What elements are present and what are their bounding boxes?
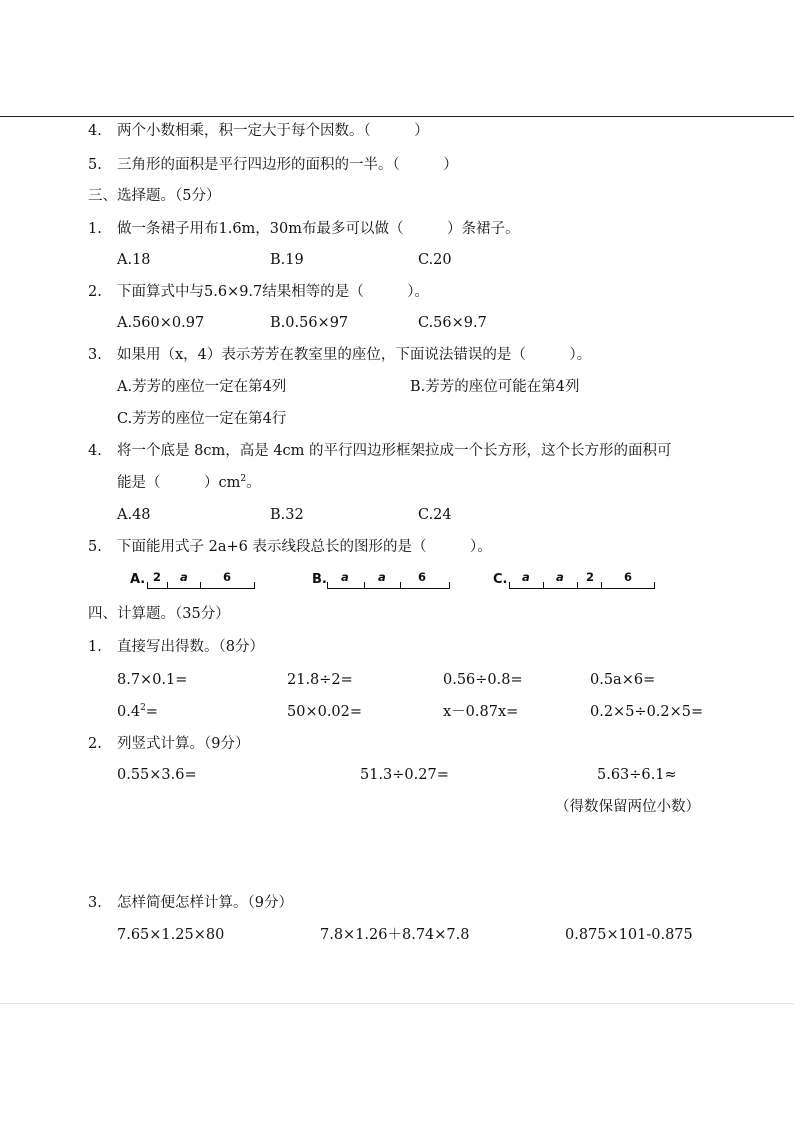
section-heading-calc: 四、计算题。（35分） bbox=[88, 606, 230, 622]
choice-question-5: 下面能用式子 2a+6 表示线段总长的图形的是（ ）。 bbox=[117, 539, 492, 555]
question-number: 5. bbox=[88, 539, 102, 555]
segment-tick bbox=[327, 582, 328, 589]
option-b: B.0.56×97 bbox=[270, 315, 349, 331]
option-a: A.48 bbox=[117, 507, 151, 523]
segment-label: 6 bbox=[624, 570, 633, 584]
rounding-note: （得数保留两位小数） bbox=[555, 799, 700, 815]
question-number: 1. bbox=[88, 639, 102, 655]
option-c: C.24 bbox=[418, 507, 452, 523]
question-number: 2. bbox=[88, 736, 102, 752]
question-number: 1. bbox=[88, 221, 102, 237]
question-number: 3. bbox=[88, 895, 102, 911]
segment-tick bbox=[601, 582, 602, 589]
bottom-divider bbox=[0, 1003, 794, 1004]
judge-question-4: 两个小数相乘，积一定大于每个因数。（ ） bbox=[117, 123, 429, 139]
judge-question-5: 三角形的面积是平行四边形的面积的一半。（ ） bbox=[117, 157, 458, 173]
simplify-calc-item: 0.875×101-0.875 bbox=[565, 927, 693, 943]
segment-tick bbox=[200, 582, 201, 589]
segment-label: 2 bbox=[586, 570, 595, 584]
vertical-calc-item: 51.3÷0.27= bbox=[360, 767, 449, 783]
segment-tick bbox=[543, 582, 544, 589]
calc-question-1: 直接写出得数。（8分） bbox=[117, 639, 264, 655]
option-c: C.56×9.7 bbox=[418, 315, 487, 331]
oral-calc-item: 21.8÷2= bbox=[287, 672, 353, 688]
segment-label: 6 bbox=[223, 570, 232, 584]
option-a: A.18 bbox=[117, 252, 151, 268]
choice-question-4-line1: 将一个底是 8cm，高是 4cm 的平行四边形框架拉成一个长方形，这个长方形的面积可 bbox=[117, 443, 672, 459]
segment-tick bbox=[654, 582, 655, 589]
question-number: 5. bbox=[88, 157, 102, 173]
segment-tick bbox=[147, 582, 148, 589]
question-number: 3. bbox=[88, 347, 102, 363]
segment-tick bbox=[577, 582, 578, 589]
question-number: 4. bbox=[88, 123, 102, 139]
choice-question-3: 如果用（x，4）表示芳芳在教室里的座位，下面说法错误的是（ ）。 bbox=[117, 347, 592, 363]
segment-label: a bbox=[378, 570, 386, 584]
choice-question-1: 做一条裙子用布1.6m，30m布最多可以做（ ）条裙子。 bbox=[117, 221, 520, 237]
option-a: A.芳芳的座位一定在第4列 bbox=[117, 379, 287, 395]
oral-calc-item: $0.4^2=$ bbox=[117, 703, 158, 720]
question-number: 4. bbox=[88, 443, 102, 459]
oral-calc-item: x－0.87x= bbox=[443, 704, 519, 720]
choice-question-2: 下面算式中与5.6×9.7结果相等的是（ ）。 bbox=[117, 284, 430, 300]
oral-calc-item: 0.2×5÷0.2×5= bbox=[590, 704, 704, 720]
figure-letter: B. bbox=[312, 572, 327, 587]
segment-figure-b bbox=[312, 570, 452, 592]
oral-calc-item: 8.7×0.1= bbox=[117, 672, 188, 688]
segment-label: a bbox=[522, 570, 530, 584]
option-b: B.芳芳的座位可能在第4列 bbox=[410, 379, 580, 395]
option-b: B.19 bbox=[270, 252, 304, 268]
segment-tick bbox=[364, 582, 365, 589]
segment-tick bbox=[254, 582, 255, 589]
choice-question-4-line2: 能是（ ）$cm^2$。 bbox=[117, 474, 261, 491]
oral-calc-item: 50×0.02= bbox=[287, 704, 363, 720]
simplify-calc-item: 7.8×1.26＋8.74×7.8 bbox=[320, 927, 470, 943]
segment-label: a bbox=[180, 570, 188, 584]
unit-exponent: 2 bbox=[240, 474, 247, 485]
segment-tick bbox=[400, 582, 401, 589]
top-divider bbox=[0, 116, 794, 117]
segment-line bbox=[509, 588, 655, 589]
segment-label: a bbox=[556, 570, 564, 584]
segment-tick bbox=[509, 582, 510, 589]
figure-letter: C. bbox=[493, 572, 508, 587]
calc-question-3: 怎样简便怎样计算。（9分） bbox=[117, 895, 293, 911]
segment-figure-a bbox=[130, 570, 260, 592]
simplify-calc-item: 7.65×1.25×80 bbox=[117, 927, 225, 943]
segment-line bbox=[147, 588, 255, 589]
option-c: C.20 bbox=[418, 252, 452, 268]
segment-tick bbox=[167, 582, 168, 589]
option-a: A.560×0.97 bbox=[117, 315, 205, 331]
oral-calc-item: 0.5a×6= bbox=[590, 672, 656, 688]
calc-question-2: 列竖式计算。（9分） bbox=[117, 736, 250, 752]
option-c: C.芳芳的座位一定在第4行 bbox=[117, 411, 287, 427]
vertical-calc-item: 0.55×3.6= bbox=[117, 767, 197, 783]
figure-letter: A. bbox=[130, 572, 146, 587]
vertical-calc-item: 5.63÷6.1≈ bbox=[597, 767, 677, 783]
option-b: B.32 bbox=[270, 507, 304, 523]
segment-label: 2 bbox=[153, 570, 162, 584]
segment-label: 6 bbox=[418, 570, 427, 584]
segment-figure-c bbox=[493, 570, 658, 592]
question-number: 2. bbox=[88, 284, 102, 300]
segment-line bbox=[327, 588, 450, 589]
oral-calc-item: 0.56÷0.8= bbox=[443, 672, 523, 688]
segment-tick bbox=[449, 582, 450, 589]
segment-label: a bbox=[341, 570, 349, 584]
section-heading-choice: 三、选择题。（5分） bbox=[88, 188, 221, 204]
